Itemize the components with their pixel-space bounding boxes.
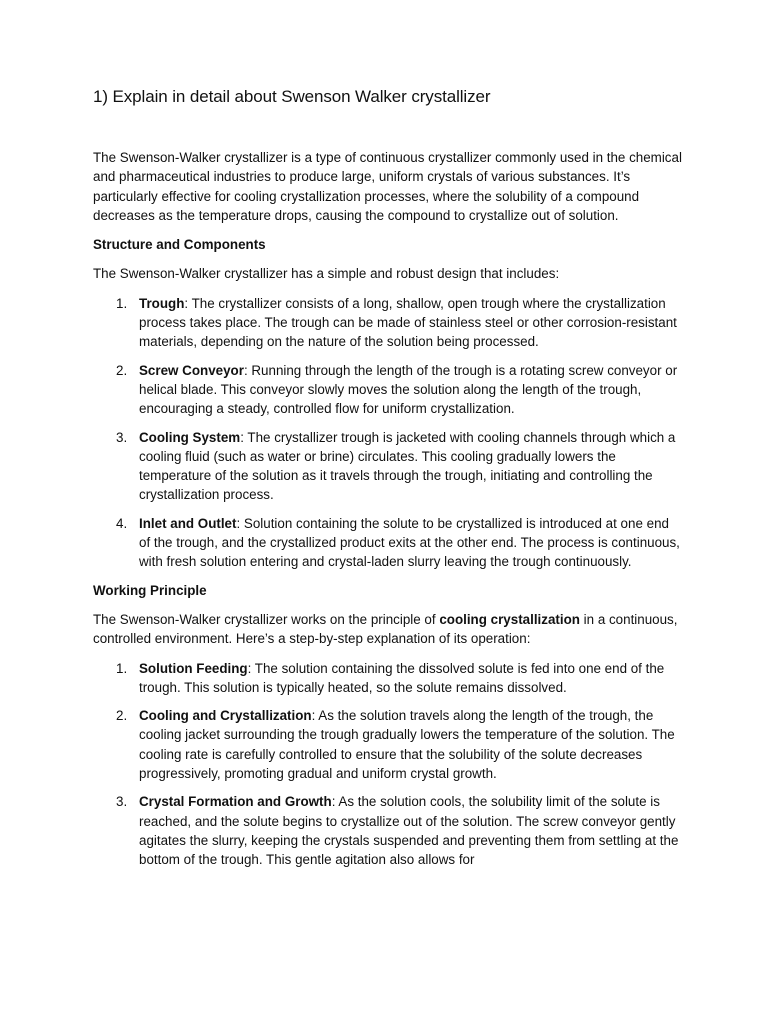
structure-heading: Structure and Components (93, 237, 266, 253)
list-number: 1. (116, 295, 128, 311)
list-number: 2. (116, 362, 128, 378)
list-term: Cooling and Crystallization (139, 708, 312, 724)
working-lead-bold: cooling crystallization (439, 611, 580, 627)
list-number: 3. (116, 794, 128, 810)
list-item (93, 706, 683, 783)
list-text: : The crystallizer consists of a long, shallow, open trough where the crystallization process takes place. The trough can be made of stainless steel or other corrosion-resistant materials, depending on the nature of the solution being processed. (139, 295, 677, 350)
list-text: : Solution containing the solute to be crystallized is introduced at one end of the trough, and the crystallized product exits at the other end. The process is continuous, with fresh solution entering and crystal-laden slurry leaving the trough continuously. (139, 515, 680, 570)
list-term: Screw Conveyor (139, 362, 244, 378)
working-lead (93, 610, 683, 649)
list-text: : Running through the length of the trough is a rotating screw conveyor or helical blade. This conveyor slowly moves the solution along the length of the trough, encouraging a steady, controlled flow for uniform crystallization. (139, 362, 678, 417)
working-lead-post: in a continuous, controlled environment. Here’s a step-by-step explanation of its operation: (93, 611, 678, 647)
list-term: Trough (139, 295, 185, 311)
list-item (93, 361, 683, 419)
working-heading: Working Principle (93, 582, 207, 598)
list-term: Inlet and Outlet (139, 515, 237, 531)
list-item (93, 792, 683, 869)
list-item (93, 659, 683, 698)
list-term: Solution Feeding (139, 660, 248, 676)
list-item (93, 428, 683, 505)
working-lead-pre: The Swenson-Walker crystallizer works on the principle of (93, 611, 440, 627)
structure-lead: The Swenson-Walker crystallizer has a simple and robust design that includes: (93, 266, 560, 282)
list-term: Cooling System (139, 429, 241, 445)
intro-paragraph: The Swenson-Walker crystallizer is a type of continuous crystallizer commonly used in the chemical and pharmaceutical industries to produce large, uniform crystals of various substances. It’s particularly effective for cooling crystallization processes, where the solubility of a compound decreases as the temperature drops, causing the compound to crystallize out of solution. (93, 150, 682, 223)
page-title: 1) Explain in detail about Swenson Walker crystallizer (93, 87, 491, 106)
structure-list (93, 294, 683, 572)
document-body (93, 148, 683, 879)
list-text: : As the solution travels along the length of the trough, the cooling jacket surrounding the trough gradually lowers the temperature of the solution. The cooling rate is carefully controlled to ensure that the solubility of the solute decreases progressively, promoting gradual and uniform crystal growth. (139, 708, 675, 782)
list-number: 1. (116, 660, 128, 676)
list-term: Crystal Formation and Growth (139, 794, 332, 810)
working-list (93, 659, 683, 870)
list-number: 3. (116, 429, 128, 445)
list-item (93, 514, 683, 572)
list-text: : As the solution cools, the solubility limit of the solute is reached, and the solute begins to crystallize out of the solution. The screw conveyor gently agitates the slurry, keeping the crystals suspended and preventing them from settling at the bottom of the trough. This gentle agitation also allows for (139, 794, 679, 868)
list-item (93, 294, 683, 352)
list-number: 2. (116, 708, 128, 724)
list-number: 4. (116, 515, 128, 531)
list-text: : The solution containing the dissolved solute is fed into one end of the trough. This solution is typically heated, so the solute remains dissolved. (139, 660, 665, 695)
list-text: : The crystallizer trough is jacketed with cooling channels through which a cooling fluid (such as water or brine) circulates. This cooling gradually lowers the temperature of the solution as it travels through the trough, initiating and controlling the crystallization process. (139, 429, 676, 503)
